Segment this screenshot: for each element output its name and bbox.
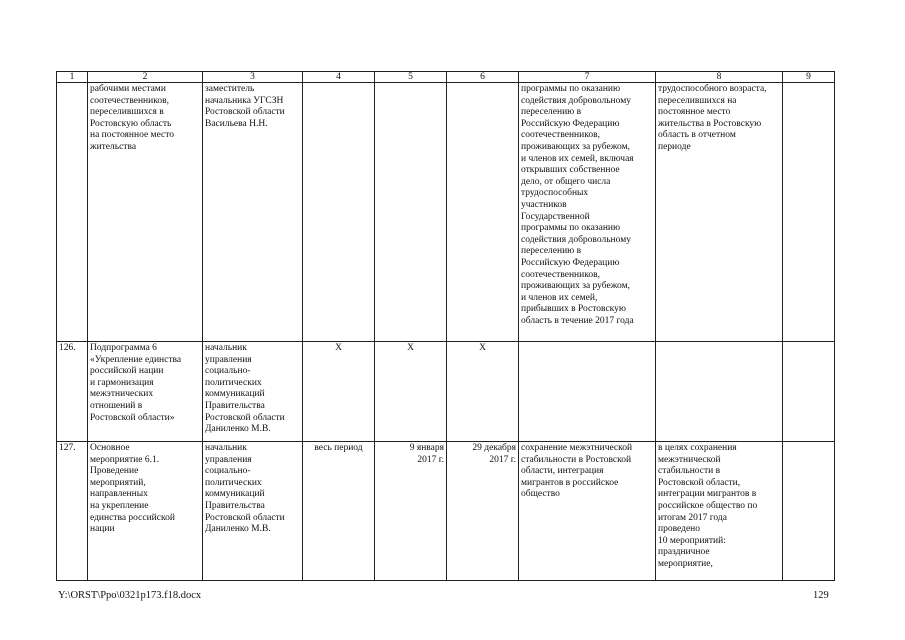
end-date-cell: 29 декабря 2017 г.: [447, 442, 519, 581]
col-header-4: 4: [303, 72, 375, 83]
responsible-cell: начальник управления социально- политических коммуникаций Правительства Ростовской области Даниленко М.В.: [203, 442, 303, 581]
period-cell: [303, 83, 375, 342]
start-date-cell: 9 января 2017 г.: [375, 442, 447, 581]
notes-cell: [783, 342, 835, 442]
start-date-cell: Х: [375, 342, 447, 442]
col-header-6: 6: [447, 72, 519, 83]
event-name-cell: Основное мероприятие 6.1. Проведение мероприятий, направленных на укрепление единства российской нации: [88, 442, 203, 581]
col-header-8: 8: [656, 72, 783, 83]
event-name-cell: Подпрограмма 6 «Укрепление единства российской нации и гармонизация межэтнических отношений в Ростовской области»: [88, 342, 203, 442]
row-number-cell: 126.: [57, 342, 88, 442]
col-header-9: 9: [783, 72, 835, 83]
actual-result-cell: трудоспособного возраста, переселившихся на постоянное место жительства в Ростовскую область в отчетном периоде: [656, 83, 783, 342]
col-header-2: 2: [88, 72, 203, 83]
end-date-cell: [447, 83, 519, 342]
page-number: 129: [813, 590, 829, 601]
plan-table: [56, 71, 835, 581]
period-cell: весь период: [303, 442, 375, 581]
period-cell: Х: [303, 342, 375, 442]
col-header-7: 7: [519, 72, 656, 83]
table-row-continued: [57, 83, 835, 342]
expected-result-cell: сохранение межэтнической стабильности в Ростовской области, интеграция мигрантов в российское общество: [519, 442, 656, 581]
actual-result-cell: [656, 342, 783, 442]
notes-cell: [783, 83, 835, 342]
table-row-126: [57, 342, 835, 442]
actual-result-cell: в целях сохранения межэтнической стабильности в Ростовской области, интеграции мигрантов в российское общество по итогам 2017 года проведено 10 мероприятий: праздничное мероприятие,: [656, 442, 783, 581]
start-date-cell: [375, 83, 447, 342]
file-path: Y:\ORST\Ppo\0321p173.f18.docx: [58, 590, 202, 601]
responsible-cell: заместитель начальника УГСЗН Ростовской области Васильева Н.Н.: [203, 83, 303, 342]
row-number-cell: [57, 83, 88, 342]
row-number-cell: 127.: [57, 442, 88, 581]
expected-result-cell: [519, 342, 656, 442]
end-date-cell: Х: [447, 342, 519, 442]
expected-result-cell: программы по оказанию содействия добровольному переселению в Российскую Федерацию соотечественников, проживающих за рубежом, и членов их семей, включая открывших собственное дело, от общего числа трудоспособных участников Государственной программы по оказанию содействия добровольному переселению в Российскую Федерацию соотечественников, проживающих за рубежом, и членов их семей, прибывших в Ростовскую область в течение 2017 года: [519, 83, 656, 342]
responsible-cell: начальник управления социально- политических коммуникаций Правительства Ростовской области Даниленко М.В.: [203, 342, 303, 442]
table-row-127: [57, 442, 835, 581]
col-header-1: 1: [57, 72, 88, 83]
notes-cell: [783, 442, 835, 581]
col-header-3: 3: [203, 72, 303, 83]
column-number-row: [57, 72, 835, 83]
col-header-5: 5: [375, 72, 447, 83]
event-name-cell: рабочими местами соотечественников, переселившихся в Ростовскую область на постоянное место жительства: [88, 83, 203, 342]
